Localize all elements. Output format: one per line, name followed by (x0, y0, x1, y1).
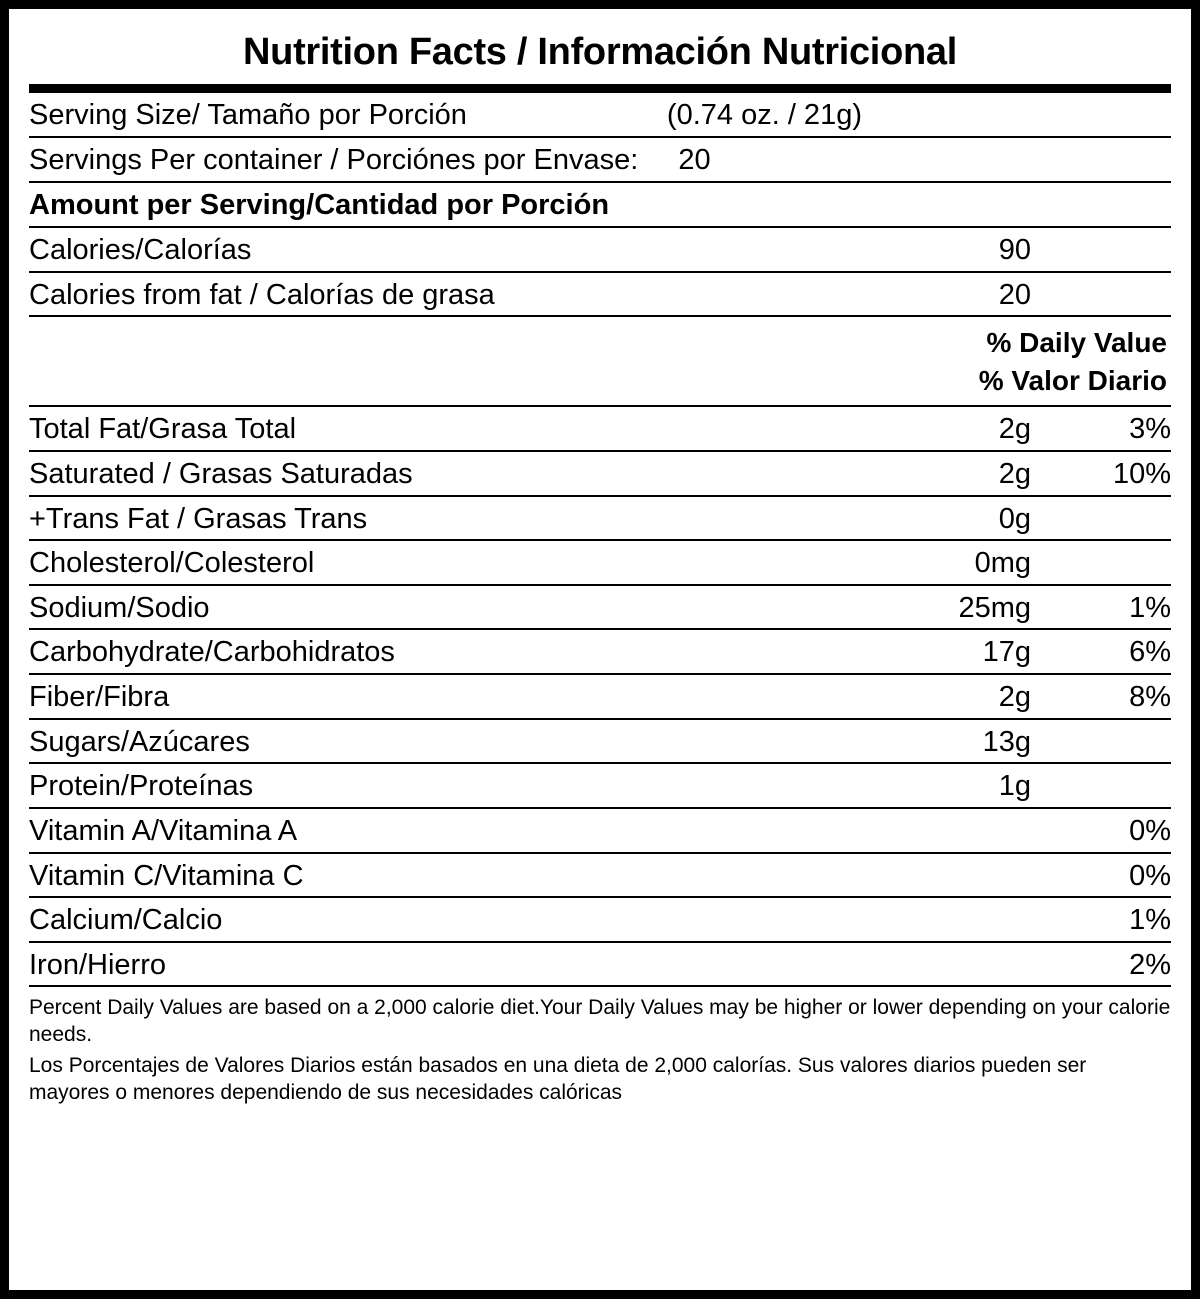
nutrient-label: Vitamin C/Vitamina C (29, 859, 304, 892)
table-row (29, 943, 1171, 986)
calories-from-fat-row (29, 273, 1171, 316)
table-row (29, 720, 1171, 763)
daily-value-header-en: % Daily Value (986, 327, 1167, 359)
nutrient-label: Saturated / Grasas Saturadas (29, 457, 413, 490)
nutrient-amount: 25mg (958, 591, 1031, 624)
nutrient-amount: 0mg (974, 547, 1031, 580)
calories-label: Calories/Calorías (29, 234, 252, 266)
table-row (29, 898, 1171, 941)
nutrient-amount: 13g (982, 725, 1031, 758)
footnote-en: Percent Daily Values are based on a 2,000 calorie diet.Your Daily Values may be higher or lower depending on your calorie needs. (29, 996, 1171, 1047)
serving-size-label: Serving Size/ Tamaño por Porción (29, 99, 467, 131)
nutrient-label: Total Fat/Grasa Total (29, 413, 297, 446)
table-row (29, 630, 1171, 673)
nutrient-label: +Trans Fat / Grasas Trans (29, 502, 368, 535)
nutrient-amount: 2g (998, 413, 1031, 446)
table-row (29, 854, 1171, 897)
nutrient-dv: 3% (1129, 413, 1171, 446)
nutrient-amount: 2g (998, 681, 1031, 713)
table-row (29, 452, 1171, 495)
servings-per-container-label: Servings Per container / Porciónes por Envase: (29, 144, 639, 176)
page-title: Nutrition Facts / Información Nutricional (243, 31, 957, 73)
footnotes (29, 987, 1171, 1107)
serving-size-row (29, 93, 1171, 136)
calories-from-fat-label: Calories from fat / Calorías de grasa (29, 278, 495, 311)
nutrient-label: Vitamin A/Vitamina A (29, 814, 298, 847)
servings-per-container-value: 20 (678, 144, 711, 176)
nutrient-label: Fiber/Fibra (29, 681, 170, 713)
nutrient-dv: 6% (1129, 636, 1171, 669)
calories-value: 90 (998, 234, 1031, 266)
nutrient-amount: 0g (998, 502, 1031, 535)
serving-size-value: (0.74 oz. / 21g) (666, 99, 862, 131)
footnote-es: Los Porcentajes de Valores Diarios están basados en una dieta de 2,000 calorías. Sus valores diarios pueden ser mayores o menores dependiendo de sus necesidades calóricas (29, 1054, 1087, 1104)
table-row (29, 497, 1171, 540)
nutrient-dv: 1% (1129, 591, 1171, 624)
nutrient-amount: 1g (998, 770, 1031, 803)
daily-value-header-es: % Valor Diario (978, 365, 1167, 397)
nutrient-dv: 0% (1129, 859, 1171, 892)
divider-thick-top (29, 84, 1171, 93)
table-row (29, 586, 1171, 629)
table-row (29, 764, 1171, 807)
table-row (29, 809, 1171, 852)
nutrient-dv: 0% (1129, 814, 1171, 847)
servings-per-container-row (29, 138, 1171, 181)
nutrient-dv: 1% (1129, 904, 1171, 937)
nutrient-label: Sugars/Azúcares (29, 725, 250, 758)
nutrient-dv: 8% (1129, 681, 1171, 713)
nutrient-amount: 2g (998, 457, 1031, 490)
nutrient-dv: 10% (1112, 457, 1171, 490)
amount-per-serving-label: Amount per Serving/Cantidad por Porción (29, 189, 610, 221)
calories-from-fat-value: 20 (998, 278, 1031, 311)
nutrient-label: Cholesterol/Colesterol (29, 547, 315, 580)
calories-row (29, 228, 1171, 271)
nutrient-amount: 17g (982, 636, 1031, 669)
nutrient-rows (29, 407, 1171, 987)
table-row (29, 541, 1171, 584)
table-row (29, 407, 1171, 450)
nutrient-label: Carbohydrate/Carbohidratos (29, 636, 395, 669)
nutrient-label: Protein/Proteínas (29, 770, 254, 803)
table-row (29, 675, 1171, 718)
nutrient-label: Sodium/Sodio (29, 591, 210, 624)
nutrient-dv: 2% (1129, 948, 1171, 981)
nutrient-label: Calcium/Calcio (29, 904, 223, 937)
nutrient-label: Iron/Hierro (29, 948, 166, 981)
